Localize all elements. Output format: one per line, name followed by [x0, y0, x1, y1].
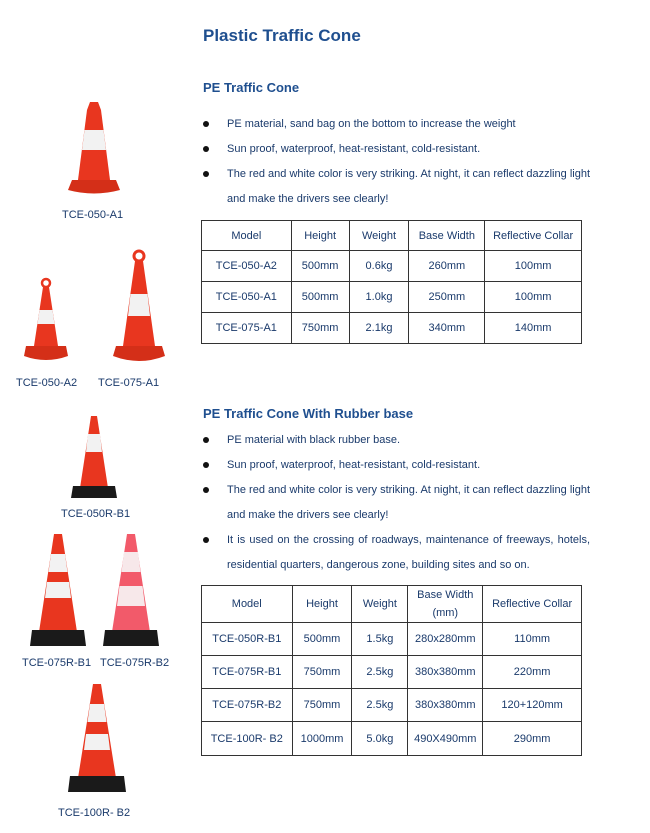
table-cell: 120+120mm [483, 689, 582, 722]
table-cell: 220mm [483, 656, 582, 689]
table-cell: 2.5kg [352, 689, 408, 722]
table-cell: 380x380mm [408, 656, 483, 689]
table-header: Height [291, 221, 349, 251]
table-cell: TCE-075R-B1 [202, 656, 293, 689]
table-cell: 1.5kg [352, 623, 408, 656]
cone-tce-100r-b2-image [68, 682, 126, 794]
list-item: The red and white color is very striking. At night, it can reflect dazzling light and make the drivers see clearly! [203, 162, 590, 212]
table-header: Model [202, 221, 292, 251]
list-item: The red and white color is very striking. At night, it can reflect dazzling light and make the drivers see clearly! [203, 478, 590, 528]
table-cell: 490X490mm [408, 722, 483, 756]
section2-bullets [203, 428, 590, 578]
table-header: Reflective Collar [485, 221, 582, 251]
caption-tce-075r-b1: TCE-075R-B1 [22, 657, 92, 669]
bullet-icon [203, 121, 209, 127]
table-cell: 290mm [483, 722, 582, 756]
table-header: Reflective Collar [483, 586, 582, 623]
table-header: Weight [349, 221, 409, 251]
table-cell: TCE-050-A1 [202, 282, 292, 313]
spec-table-pe-cone [201, 220, 582, 344]
table-row [202, 313, 582, 344]
table-row [202, 282, 582, 313]
spec-table-rubber-base [201, 585, 582, 756]
section1-bullets [203, 112, 590, 212]
table-cell: TCE-075-A1 [202, 313, 292, 344]
caption-tce-075r-b2: TCE-075R-B2 [100, 657, 170, 669]
caption-tce-075-a1: TCE-075-A1 [98, 377, 160, 389]
table-cell: 1.0kg [349, 282, 409, 313]
table-cell: 0.6kg [349, 251, 409, 282]
table-cell: TCE-050R-B1 [202, 623, 293, 656]
cone-tce-075r-b2-image [103, 532, 159, 648]
table-cell: 750mm [292, 656, 352, 689]
table-cell: 750mm [291, 313, 349, 344]
bullet-icon [203, 487, 209, 493]
section2-heading: PE Traffic Cone With Rubber base [203, 406, 414, 421]
table-cell: 260mm [409, 251, 485, 282]
bullet-icon [203, 146, 209, 152]
table-cell: TCE-075R-B2 [202, 689, 293, 722]
section1-heading: PE Traffic Cone [203, 80, 300, 95]
table-cell: 140mm [485, 313, 582, 344]
page-title: Plastic Traffic Cone [203, 26, 361, 45]
table-cell: 250mm [409, 282, 485, 313]
cone-tce-050-a1-image [68, 100, 120, 196]
bullet-icon [203, 437, 209, 443]
table-header-row [202, 221, 582, 251]
table-cell: 100mm [485, 282, 582, 313]
bullet-icon [203, 171, 209, 177]
table-cell: 380x380mm [408, 689, 483, 722]
table-cell: 750mm [292, 689, 352, 722]
table-cell: 2.5kg [352, 656, 408, 689]
list-item: PE material with black rubber base. [203, 428, 590, 453]
cone-tce-050-a2-image [24, 278, 68, 364]
table-header: Height [292, 586, 352, 623]
table-row [202, 623, 582, 656]
table-cell: 2.1kg [349, 313, 409, 344]
table-cell: 1000mm [292, 722, 352, 756]
table-cell: 100mm [485, 251, 582, 282]
table-header: Weight [352, 586, 408, 623]
table-row [202, 251, 582, 282]
caption-tce-050-a2: TCE-050-A2 [16, 377, 78, 389]
bullet-icon [203, 462, 209, 468]
table-row [202, 722, 582, 756]
table-row [202, 689, 582, 722]
cone-tce-075-a1-image [113, 250, 165, 366]
table-cell: 110mm [483, 623, 582, 656]
list-item: Sun proof, waterproof, heat-resistant, cold-resistant. [203, 453, 590, 478]
table-cell: TCE-100R- B2 [202, 722, 293, 756]
table-cell: TCE-050-A2 [202, 251, 292, 282]
caption-tce-100r-b2: TCE-100R- B2 [58, 807, 131, 819]
table-cell: 5.0kg [352, 722, 408, 756]
caption-tce-050-a1: TCE-050-A1 [62, 209, 124, 221]
table-header: Model [202, 586, 293, 623]
list-item: It is used on the crossing of roadways, maintenance of freeways, hotels, residential quarters, dangerous zone, building sites and so on. [203, 528, 590, 578]
table-header: Base Width (mm) [408, 586, 483, 623]
list-item: Sun proof, waterproof, heat-resistant, cold-resistant. [203, 137, 590, 162]
bullet-icon [203, 537, 209, 543]
table-cell: 500mm [291, 251, 349, 282]
caption-tce-050r-b1: TCE-050R-B1 [61, 508, 131, 520]
cone-tce-050r-b1-image [71, 414, 117, 500]
table-cell: 500mm [291, 282, 349, 313]
cone-tce-075r-b1-image [30, 532, 86, 648]
table-cell: 340mm [409, 313, 485, 344]
table-header-row [202, 586, 582, 623]
table-cell: 280x280mm [408, 623, 483, 656]
table-header: Base Width [409, 221, 485, 251]
table-cell: 500mm [292, 623, 352, 656]
list-item: PE material, sand bag on the bottom to increase the weight [203, 112, 590, 137]
table-row [202, 656, 582, 689]
